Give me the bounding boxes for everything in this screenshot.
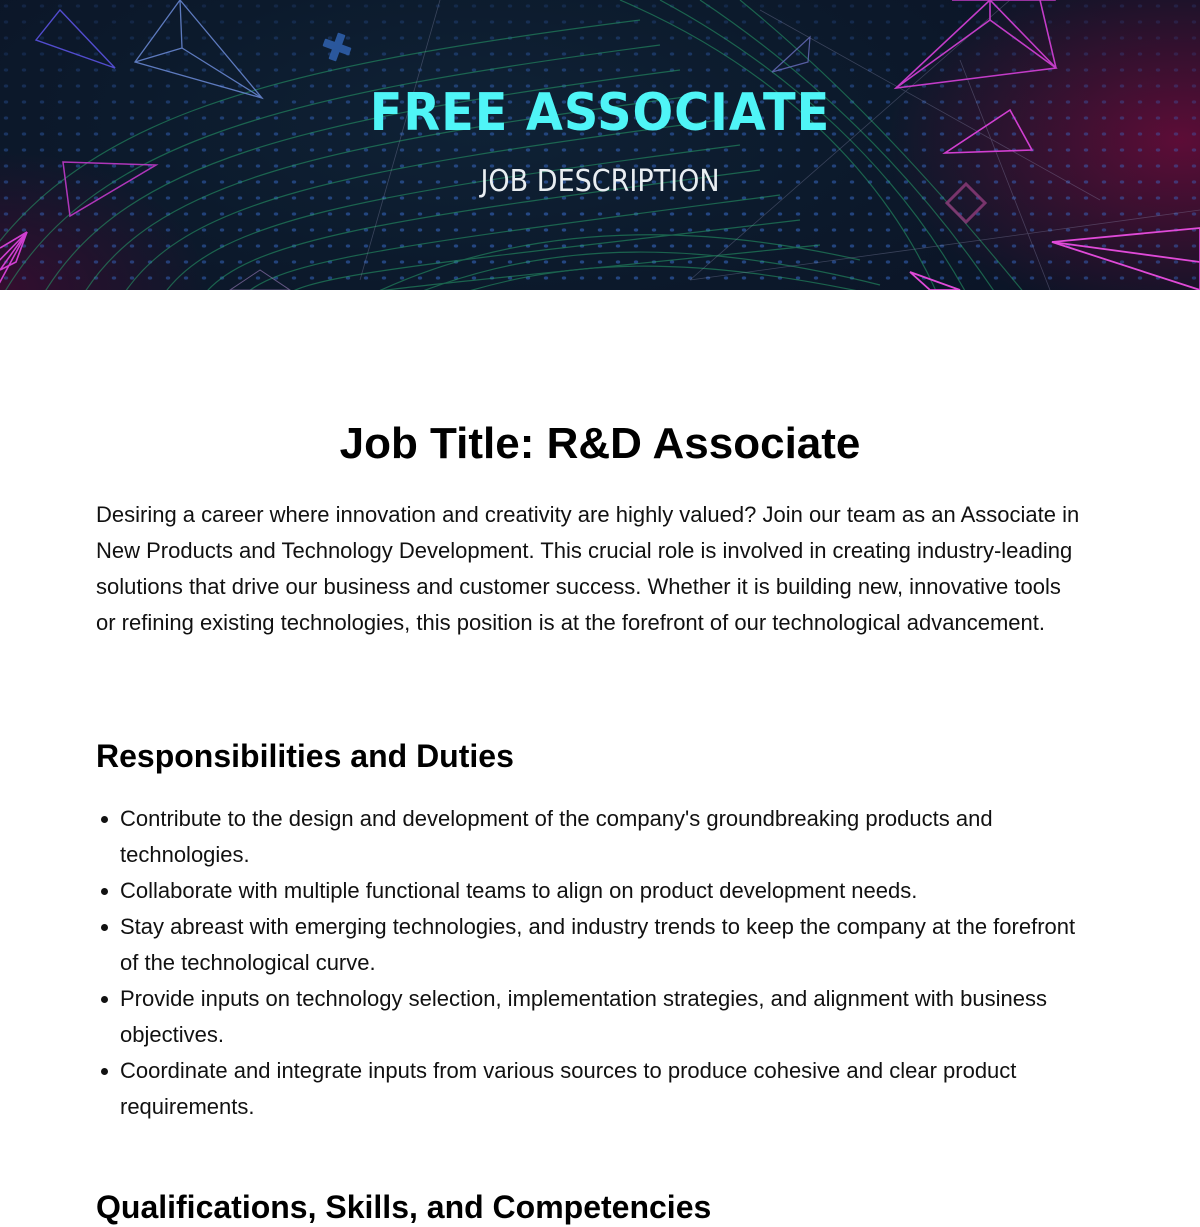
list-item [96,873,1081,909]
bullet-icon [101,924,108,931]
bullet-icon [101,996,108,1003]
banner-title: FREE ASSOCIATE [369,83,831,143]
list-item [96,909,1081,981]
job-title-heading: Job Title: R&D Associate [339,419,861,468]
banner-background-graphic [0,0,1200,290]
list-item [96,801,1081,873]
responsibilities-list [96,801,1081,1125]
banner-subtitle: JOB DESCRIPTION [480,164,720,199]
bullet-icon [101,816,108,823]
bullet-icon [101,1068,108,1075]
list-item [96,1053,1081,1125]
list-item-text: Provide inputs on technology selection, implementation strategies, and alignment with business objectives. [120,986,1047,1047]
list-item-text: Contribute to the design and development of the company's groundbreaking products and technologies. [120,806,993,867]
list-item-text: Collaborate with multiple functional teams to align on product development needs. [120,878,918,903]
bullet-icon [101,888,108,895]
list-item-text: Stay abreast with emerging technologies, and industry trends to keep the company at the forefront of the technological curve. [120,914,1076,975]
responsibilities-heading: Responsibilities and Duties [96,738,514,774]
dot-grid-wave [0,0,1200,290]
header-banner [0,0,1200,290]
intro-paragraph: Desiring a career where innovation and creativity are highly valued? Join our team as an Associate in New Products and Technology Development. This crucial role is involved in creating industry-leading solutions that drive our business and customer success. Whether it is building new, innovative tools or refining existing technologies, this position is at the forefront of our technological advancement. [96,502,1080,635]
qualifications-heading: Qualifications, Skills, and Competencies [96,1189,712,1225]
list-item [96,981,1081,1053]
list-item-text: Coordinate and integrate inputs from various sources to produce cohesive and clear product requirements. [120,1058,1017,1119]
